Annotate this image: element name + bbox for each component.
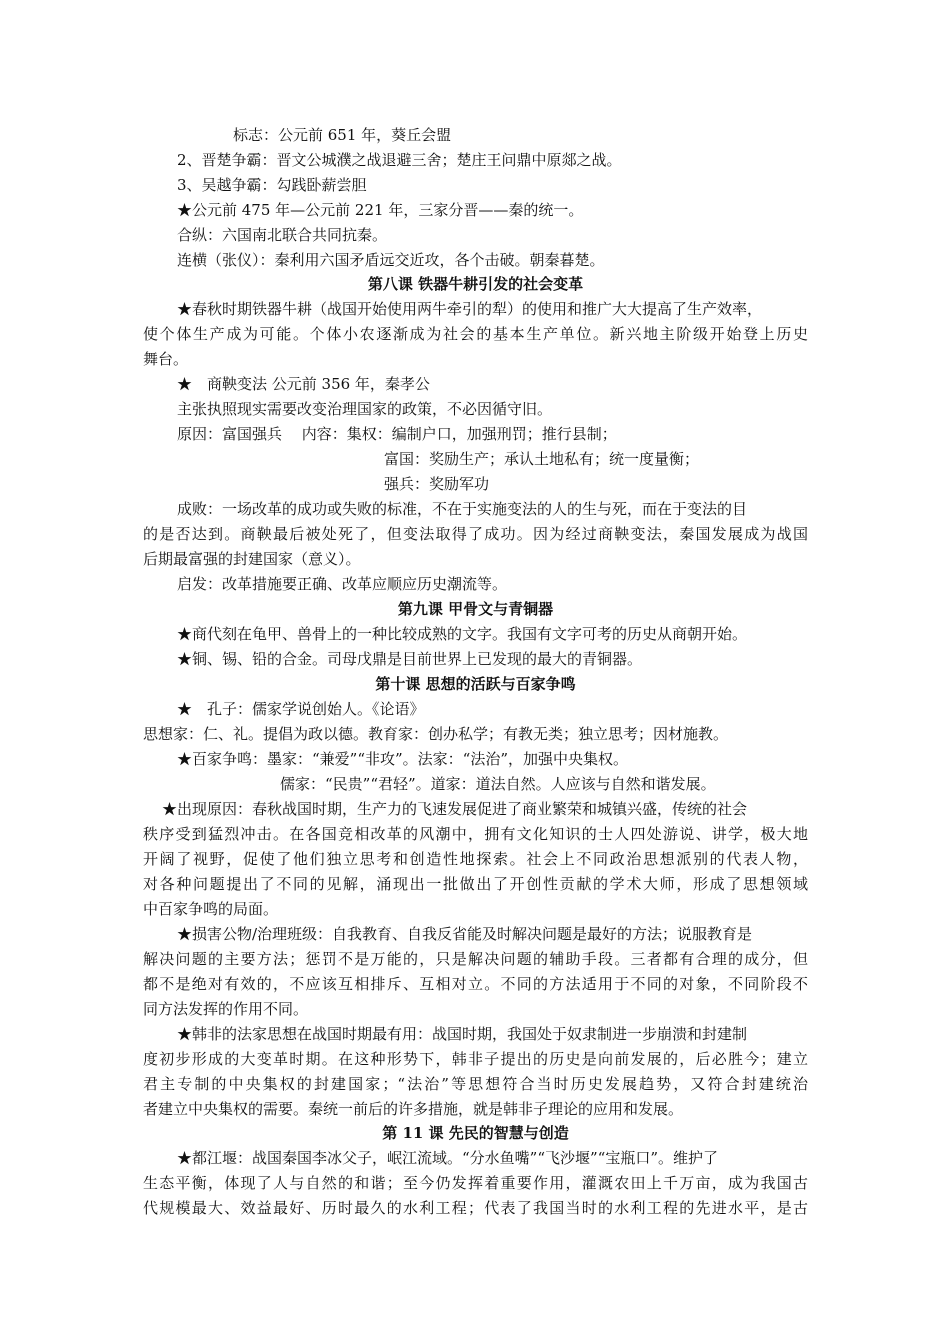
text-line: 强兵：奖励军功 <box>384 475 490 493</box>
section-heading: 第八课 铁器牛耕引发的社会变革 <box>367 275 584 293</box>
text-line: ★公元前 475 年—公元前 221 年，三家分晋——秦的统一。 <box>177 201 584 219</box>
text-line: 生态平衡，体现了人与自然的和谐；至今仍发挥着重要作用，灌溉农田上千万亩，成为我国古 <box>143 1174 808 1192</box>
text-line: ★ 商鞅变法 公元前 356 年，秦孝公 <box>177 375 430 393</box>
text-line: 儒家：“民贵”“君轻”。道家：道法自然。人应该与自然和谐发展。 <box>280 775 716 793</box>
text-line: 成败：一场改革的成功或失败的标准，不在于实施变法的人的生与死，而在于变法的目 <box>177 500 748 518</box>
text-line: 度初步形成的大变革时期。在这种形势下，韩非子提出的历史是向前发展的，后必胜今；建立 <box>143 1050 808 1068</box>
text-line: 同方法发挥的作用不同。 <box>143 1000 309 1018</box>
text-line: 标志：公元前 651 年，葵丘会盟 <box>233 126 452 144</box>
text-line: ★商代刻在龟甲、兽骨上的一种比较成熟的文字。我国有文字可考的历史从商朝开始。 <box>177 625 748 643</box>
text-line: 富国：奖励生产；承认土地私有；统一度量衡； <box>384 450 700 468</box>
text-line: 2、晋楚争霸：晋文公城濮之战退避三舍；楚庄王问鼎中原郯之战。 <box>177 151 622 169</box>
text-line: 的是否达到。商鞅最后被处死了，但变法取得了成功。因为经过商鞅变法，秦国发展成为战国 <box>143 525 808 543</box>
text-line: 解决问题的主要方法；惩罚不是万能的，只是解决问题的辅助手段。三者都有合理的成分，但 <box>143 950 808 968</box>
text-line: 秩序受到猛烈冲击。在各国竞相改革的风潮中，拥有文化知识的士人四处游说、讲学，极大地 <box>143 825 808 843</box>
text-line: ★都江堰：战国秦国李冰父子，岷江流域。“分水鱼嘴”“飞沙堰”“宝瓶口”。维护了 <box>177 1149 719 1167</box>
text-line: 思想家：仁、礼。提倡为政以德。教育家：创办私学；有教无类；独立思考；因材施教。 <box>143 725 729 743</box>
text-line: 对各种问题提出了不同的见解，涌现出一批做出了开创性贡献的学术大师，形成了思想领域 <box>143 875 808 893</box>
text-line: 原因：富国强兵 内容：集权：编制户口，加强刑罚；推行县制； <box>177 425 617 443</box>
text-line: 连横（张仪）：秦利用六国矛盾远交近攻，各个击破。朝秦暮楚。 <box>177 251 605 269</box>
text-line: 合纵：六国南北联合共同抗秦。 <box>177 226 388 244</box>
text-line: 代规模最大、效益最好、历时最久的水利工程；代表了我国当时的水利工程的先进水平，是古 <box>143 1199 808 1217</box>
section-heading: 第九课 甲骨文与青铜器 <box>397 600 554 618</box>
text-line: 开阔了视野，促使了他们独立思考和创造性地探索。社会上不同政治思想派别的代表人物， <box>143 850 808 868</box>
text-line: 都不是绝对有效的，不应该互相排斥、互相对立。不同的方法适用于不同的对象，不同阶段不 <box>143 975 808 993</box>
text-line: ★春秋时期铁器牛耕（战国开始使用两牛牵引的犁）的使用和推广大大提高了生产效率， <box>177 300 763 318</box>
text-line: 者建立中央集权的需要。秦统一前后的许多措施，就是韩非子理论的应用和发展。 <box>143 1100 684 1118</box>
text-line: ★损害公物/治理班级：自我教育、自我反省能及时解决问题是最好的方法；说服教育是 <box>177 925 753 943</box>
text-line: 3、吴越争霸：勾践卧薪尝胆 <box>177 176 367 194</box>
text-line: ★百家争鸣：墨家：“兼爱”“非攻”。法家：“法治”，加强中央集权。 <box>177 750 629 768</box>
text-line: ★韩非的法家思想在战国时期最有用：战国时期，我国处于奴隶制进一步崩溃和封建制 <box>177 1025 748 1043</box>
section-heading: 第十课 思想的活跃与百家争鸣 <box>375 675 576 693</box>
text-line: 君主专制的中央集权的封建国家；“法治”等思想符合当时历史发展趋势，又符合封建统治 <box>143 1075 808 1093</box>
section-heading: 第 11 课 先民的智慧与创造 <box>382 1124 569 1142</box>
text-line: ★ 孔子：儒家学说创始人。《论语》 <box>177 700 425 718</box>
text-line: ★出现原因：春秋战国时期，生产力的飞速发展促进了商业繁荣和城镇兴盛，传统的社会 <box>162 800 748 818</box>
text-line: 启发：改革措施要正确、改革应顺应历史潮流等。 <box>177 575 508 593</box>
text-line: ★铜、锡、铅的合金。司母戊鼎是目前世界上已发现的最大的青铜器。 <box>177 650 643 668</box>
text-line: 中百家争鸣的局面。 <box>143 900 279 918</box>
text-line: 使个体生产成为可能。个体小农逐渐成为社会的基本生产单位。新兴地主阶级开始登上历史 <box>143 325 808 343</box>
text-line: 后期最富强的封建国家（意义）。 <box>143 550 361 568</box>
text-line: 主张执照现实需要改变治理国家的政策，不必因循守旧。 <box>177 400 553 418</box>
text-line: 舞台。 <box>143 350 189 368</box>
